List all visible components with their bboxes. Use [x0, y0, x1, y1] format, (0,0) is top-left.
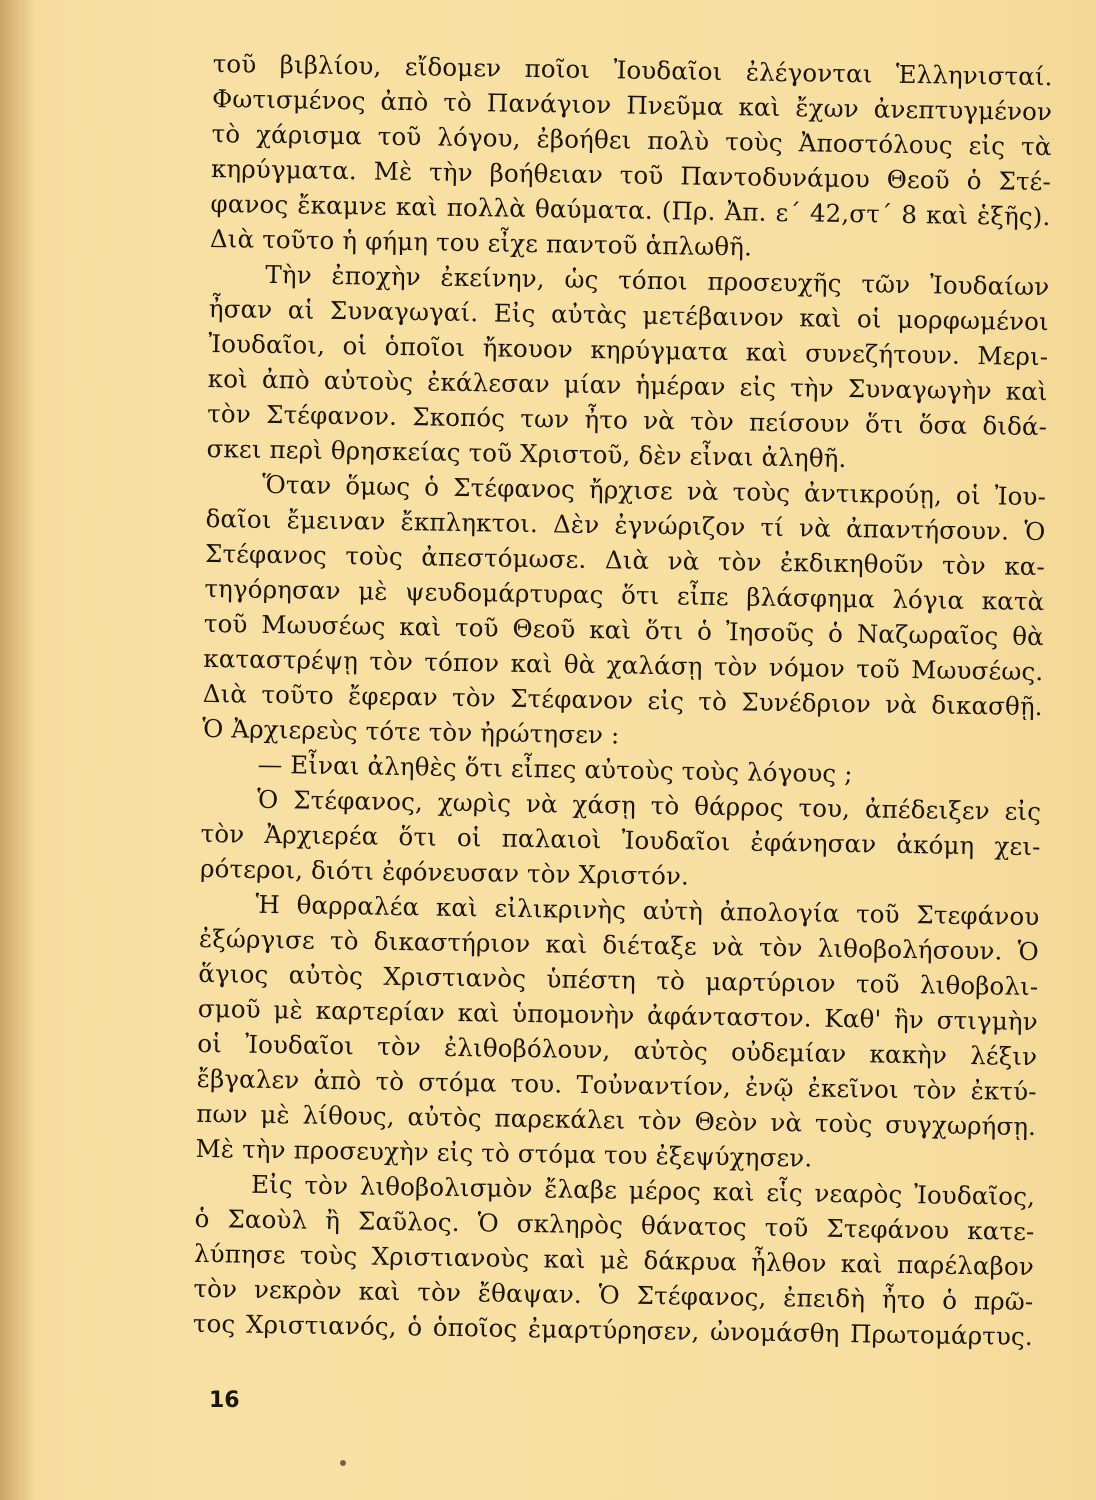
- text-line: Ὁ Ἀρχιερεὺς τότε τὸν ἠρώτησεν :: [202, 713, 620, 750]
- text-line: καταστρέψῃ τὸν τόπον καὶ θὰ χαλάσῃ τὸν νόμον τοῦ Μωυσέως.: [203, 643, 1044, 687]
- text-line: Ὁ Στέφανος, χωρὶς νὰ χάσῃ τὸ θάρρος του, ἀπέδειξεν εἰς: [256, 784, 1042, 827]
- text-line: ὁ Σαοὺλ ἢ Σαῦλος. Ὁ σκληρὸς θάνατος τοῦ Στεφάνου κατε-: [194, 1203, 1035, 1247]
- text-line: Τὴν ἐποχὴν ἐκείνην, ὡς τόποι προσευχῆς τῶν Ἰουδαίων: [265, 259, 1050, 302]
- text-line: Διὰ τοῦτο ἔφεραν τὸν Στέφανον εἰς τὸ Συνέδριον νὰ δικασθῇ.: [202, 678, 1043, 722]
- text-line: Εἰς τὸν λιθοβολισμὸν ἔλαβε μέρος καὶ εἷς νεαρὸς Ἰουδαῖος,: [250, 1169, 1036, 1212]
- text-line: Διὰ τοῦτο ἡ φήμη του εἶχε παντοῦ ἁπλωθῆ.: [209, 223, 753, 262]
- body-text: [193, 46, 1053, 1354]
- text-line: τος Χριστιανός, ὁ ὁποῖος ἐμαρτύρησεν, ὠνομάσθη Πρωτομάρτυς.: [192, 1308, 1034, 1352]
- text-line: τὸν Ἀρχιερέα ὅτι οἱ παλαιοὶ Ἰουδαῖοι ἐφάνησαν ἀκόμη χει-: [200, 818, 1041, 862]
- text-line: φανος ἔκαμνε καὶ πολλὰ θαύματα. (Πρ. Ἀπ. ε΄ 42,στ΄ 8 καὶ ἑξῆς).: [210, 188, 1051, 232]
- text-line: τὸν νεκρὸν καὶ τὸν ἔθαψαν. Ὁ Στέφανος, ἐπειδὴ ἦτο ὁ πρῶ-: [193, 1273, 1034, 1317]
- text-line: τοῦ βιβλίου, εἴδομεν ποῖοι Ἰουδαῖοι ἐλέγονται Ἑλληνισταί.: [212, 48, 1053, 92]
- text-line: τοῦ Μωυσέως καὶ τοῦ Θεοῦ καὶ ὅτι ὁ Ἰησοῦς ὁ Ναζωραῖος θὰ: [203, 608, 1045, 652]
- text-line: κηρύγματα. Μὲ τὴν βοήθειαν τοῦ Παντοδυνάμου Θεοῦ ὁ Στέ-: [210, 153, 1052, 197]
- text-line: οἱ Ἰουδαῖοι τὸν ἐλιθοβόλουν, αὐτὸς οὐδεμίαν κακὴν λέξιν: [197, 1028, 1038, 1072]
- text-line: σμοῦ μὲ καρτερίαν καὶ ὑπομονὴν ἀφάνταστον. Καθ' ἣν στιγμὴν: [197, 993, 1039, 1037]
- text-line: Φωτισμένος ἀπὸ τὸ Πανάγιον Πνεῦμα καὶ ἔχων ἀνεπτυγμένον: [211, 83, 1053, 127]
- text-line: σκει περὶ θρησκείας τοῦ Χριστοῦ, δὲν εἶναι ἀληθῆ.: [206, 433, 847, 473]
- text-line: Ὅταν ὅμως ὁ Στέφανος ἤρχισε νὰ τοὺς ἀντικρούῃ, οἱ Ἰου-: [261, 469, 1047, 512]
- text-line: κοὶ ἀπὸ αὐτοὺς ἐκάλεσαν μίαν ἡμέραν εἰς τὴν Συναγωγὴν καὶ: [207, 363, 1048, 407]
- text-line: Ἰουδαῖοι, οἱ ὁποῖοι ἤκουον κηρύγματα καὶ συνεζήτουν. Μερι-: [208, 328, 1049, 372]
- text-line: τὸ χάρισμα τοῦ λόγου, ἐβοήθει πολὺ τοὺς Ἀποστόλους εἰς τὰ: [211, 118, 1052, 162]
- page-binding-shadow: [0, 0, 34, 1500]
- page-number: 16: [209, 1388, 240, 1413]
- text-line: ἔβγαλεν ἀπὸ τὸ στόμα του. Τοὐναντίον, ἐνῷ ἐκεῖνοι τὸν ἐκτύ-: [196, 1063, 1037, 1107]
- text-line: ἦσαν αἱ Συναγωγαί. Εἰς αὐτὰς μετέβαινον καὶ οἱ μορφωμένοι: [208, 293, 1050, 337]
- text-line: Στέφανος τοὺς ἀπεστόμωσε. Διὰ νὰ τὸν ἐκδικηθοῦν τὸν κα-: [204, 538, 1046, 582]
- text-line: πων μὲ λίθους, αὐτὸς παρεκάλει τὸν Θεὸν νὰ τοὺς συγχωρήσῃ.: [196, 1098, 1037, 1142]
- text-line: ἐξώργισε τὸ δικαστήριον καὶ διέταξε νὰ τὸν λιθοβολήσουν. Ὁ: [198, 923, 1040, 967]
- text-line: Μὲ τὴν προσευχὴν εἰς τὸ στόμα του ἐξεψύχησεν.: [195, 1133, 813, 1173]
- text-line: τὸν Στέφανον. Σκοπός των ἦτο νὰ τὸν πείσουν ὅτι ὅσα διδά-: [206, 398, 1048, 442]
- text-line: τηγόρησαν μὲ ψευδομάρτυρας ὅτι εἶπε βλάσφημα λόγια κατὰ: [204, 573, 1045, 617]
- text-line: ρότεροι, διότι ἐφόνευσαν τὸν Χριστόν.: [199, 853, 690, 891]
- text-line: λύπησε τοὺς Χριστιανοὺς καὶ μὲ δάκρυα ἦλθον καὶ παρέλαβον: [193, 1238, 1035, 1282]
- text-line: ἅγιος αὐτὸς Χριστιανὸς ὑπέστη τὸ μαρτύριον τοῦ λιθοβολι-: [198, 958, 1039, 1002]
- text-line: — Εἶναι ἀληθὲς ὅτι εἶπες αὐτοὺς τοὺς λόγους ;: [257, 749, 853, 789]
- text-line: δαῖοι ἔμειναν ἔκπληκτοι. Δὲν ἐγνώριζον τί νὰ ἀπαντήσουν. Ὁ: [205, 503, 1046, 547]
- text-line: Ἡ θαρραλέα καὶ εἰλικρινὴς αὐτὴ ἀπολογία τοῦ Στεφάνου: [255, 889, 1040, 932]
- ink-speck: [340, 1460, 346, 1466]
